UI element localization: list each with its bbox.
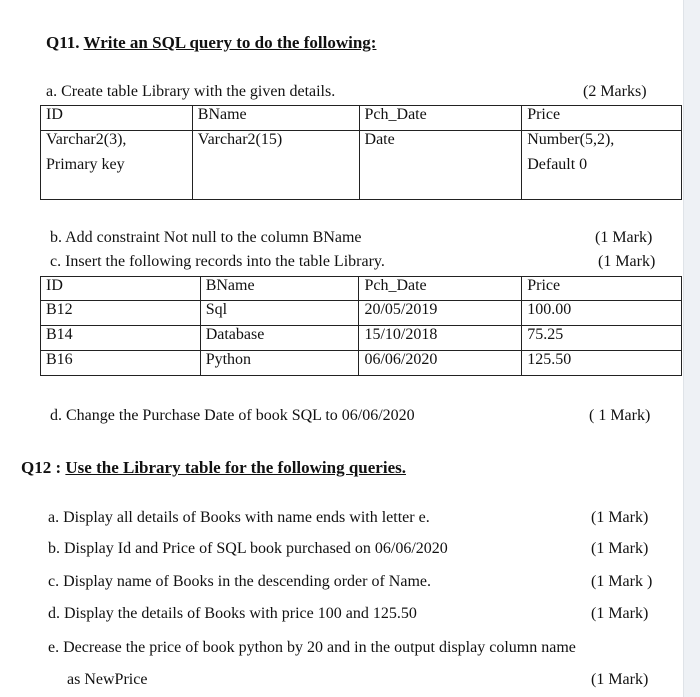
table2-cell-price: 125.50 [522, 351, 682, 376]
table-row [41, 301, 682, 326]
table2-cell-bname: Python [200, 351, 359, 376]
q12-item-e-marks: (1 Mark) [591, 671, 649, 688]
table2-cell-id: B16 [41, 351, 201, 376]
table1-cell-price-line1: Number(5,2), [527, 131, 615, 148]
q11-part-a-marks: (2 Marks) [583, 83, 647, 100]
table2-cell-pch-date: 06/06/2020 [359, 351, 522, 376]
q11-part-b-marks: (1 Mark) [595, 229, 653, 246]
q12-item-b-text: b. Display Id and Price of SQL book purchased on 06/06/2020 [48, 540, 448, 557]
table1-cell-bname: Varchar2(15) [192, 131, 359, 200]
table-row [41, 326, 682, 351]
table1-cell-price [522, 131, 682, 200]
table-library-structure [40, 105, 682, 200]
table2-cell-pch-date: 15/10/2018 [359, 326, 522, 351]
q12-item-c-marks: (1 Mark ) [591, 573, 653, 590]
q12-item-d-marks: (1 Mark) [591, 605, 649, 622]
table2-cell-id: B14 [41, 326, 201, 351]
q12-item-b-marks: (1 Mark) [591, 540, 649, 557]
q12-item-a-marks: (1 Mark) [591, 509, 649, 526]
q12-number: Q12 : [21, 458, 62, 477]
q12-item-e-continuation: as NewPrice [67, 671, 148, 688]
q11-number: Q11. [46, 33, 80, 52]
q12-item-d-text: d. Display the details of Books with price 100 and 125.50 [48, 605, 417, 622]
q12-heading [21, 458, 406, 478]
q12-item-c-text: c. Display name of Books in the descending order of Name. [48, 573, 432, 590]
q11-part-b-text: b. Add constraint Not null to the column BName [50, 229, 362, 246]
table2-cell-bname: Database [200, 326, 359, 351]
table2-cell-price: 75.25 [522, 326, 682, 351]
q11-heading [46, 33, 376, 53]
table1-cell-pch-date: Date [359, 131, 522, 200]
q11-part-c-text: c. Insert the following records into the table Library. [50, 253, 385, 270]
window-edge [683, 0, 700, 697]
table1-cell-id [41, 131, 193, 200]
table1-cell-id-line1: Varchar2(3), [46, 131, 127, 148]
table1-header-bname: BName [192, 106, 359, 131]
q11-part-d-text: d. Change the Purchase Date of book SQL to 06/06/2020 [50, 407, 415, 424]
q12-title: Use the Library table for the following queries. [65, 458, 406, 477]
table-library-records [40, 276, 682, 376]
table2-cell-id: B12 [41, 301, 201, 326]
table1-cell-id-line2: Primary key [46, 156, 125, 173]
q11-part-d-marks: ( 1 Mark) [589, 407, 651, 424]
table1-header-price: Price [522, 106, 682, 131]
q11-part-c-marks: (1 Mark) [598, 253, 656, 270]
table1-row [41, 131, 682, 200]
q11-title: Write an SQL query to do the following: [83, 33, 377, 52]
table-row [41, 351, 682, 376]
q12-item-e-text: e. Decrease the price of book python by 20 and in the output display column name [48, 639, 576, 656]
q11-part-a-text: a. Create table Library with the given details. [46, 83, 336, 100]
table2-header-pch-date: Pch_Date [359, 277, 522, 301]
table2-header-row [41, 277, 682, 301]
table1-header-pch-date: Pch_Date [359, 106, 522, 131]
table2-header-bname: BName [200, 277, 359, 301]
table2-header-price: Price [522, 277, 682, 301]
table2-cell-price: 100.00 [522, 301, 682, 326]
table1-header-row [41, 106, 682, 131]
table1-cell-price-line2: Default 0 [527, 156, 588, 173]
table1-header-id: ID [41, 106, 193, 131]
q12-item-a-text: a. Display all details of Books with name ends with letter e. [48, 509, 430, 526]
table2-cell-pch-date: 20/05/2019 [359, 301, 522, 326]
table2-header-id: ID [41, 277, 201, 301]
table2-cell-bname: Sql [200, 301, 359, 326]
